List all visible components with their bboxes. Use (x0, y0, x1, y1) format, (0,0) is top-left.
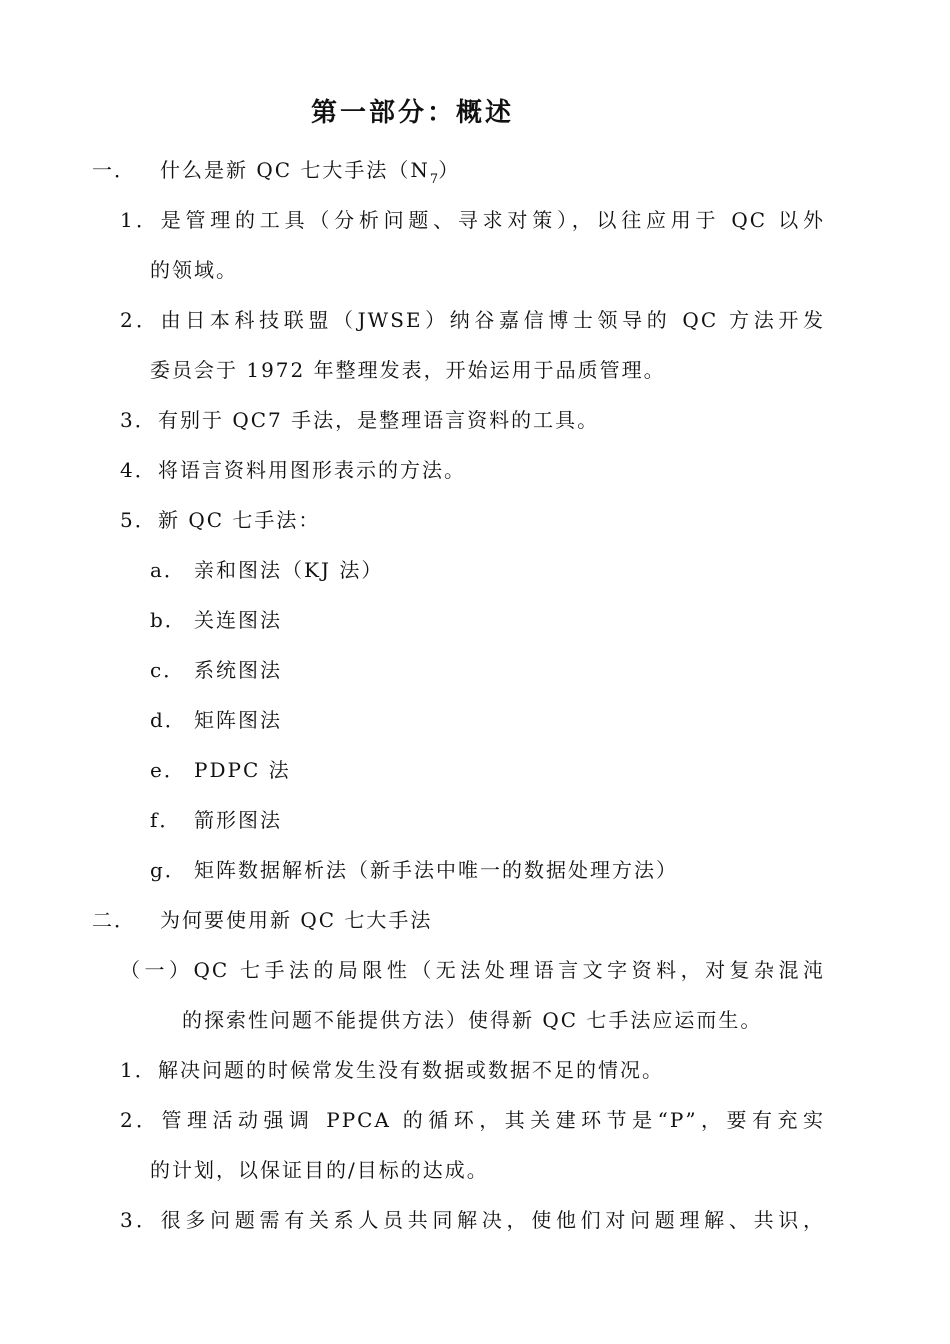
method-label: 关连图法 (194, 608, 282, 632)
section-2-item-1 (120, 1056, 664, 1084)
section-2-heading (92, 906, 432, 934)
list-item-number: 1． (120, 1058, 157, 1082)
list-item-3 (120, 406, 599, 434)
section-2-item-2-line2: 的计划，以保证目的/目标的达成。 (150, 1158, 489, 1182)
list-item-number: 5． (120, 508, 157, 532)
subsection-text: QC 七手法的局限性（无法处理语言文字资料，对复杂混沌 (193, 958, 825, 982)
subsection-number: （一） (120, 958, 194, 982)
method-label: 矩阵数据解析法（新手法中唯一的数据处理方法） (194, 858, 678, 882)
section-1-heading-subscript: 7 (429, 172, 439, 187)
section-1-heading-close: ） (438, 158, 461, 182)
list-item-text: 很多问题需有关系人员共同解决，使他们对问题理解、共识， (158, 1208, 825, 1232)
list-item-2-line1 (120, 306, 825, 334)
method-label: 亲和图法（KJ 法） (194, 558, 384, 582)
list-item-number: 3． (120, 1208, 158, 1232)
method-letter: e． (150, 758, 186, 782)
section-2-number: 二． (92, 908, 136, 932)
list-item-1-line1 (120, 206, 825, 234)
list-item-text: 新 QC 七手法： (158, 508, 321, 532)
list-item-4 (120, 456, 466, 484)
section-2-item-3-line1 (120, 1206, 825, 1234)
section-1-number: 一． (92, 158, 136, 182)
list-item-2-line2: 委员会于 1972 年整理发表，开始运用于品质管理。 (150, 358, 666, 382)
section-2-item-2-line1 (120, 1106, 825, 1134)
section-2-heading-text: 为何要使用新 QC 七大手法 (160, 908, 433, 932)
section-1-heading (92, 156, 460, 194)
list-item-text: 是管理的工具（分析问题、寻求对策），以往应用于 QC 以外 (158, 208, 825, 232)
method-letter: b． (150, 608, 187, 632)
list-item-text: 有别于 QC7 手法，是整理语言资料的工具。 (158, 408, 600, 432)
list-item-number: 2． (120, 1108, 158, 1132)
method-letter: g． (150, 858, 187, 882)
method-label: PDPC 法 (194, 758, 291, 782)
method-item-g (150, 856, 678, 884)
method-item-b (150, 606, 282, 634)
list-item-1-line2: 的领域。 (150, 258, 238, 282)
method-label: 箭形图法 (194, 808, 282, 832)
method-item-c (150, 656, 282, 684)
list-item-5 (120, 506, 320, 534)
list-item-number: 4． (120, 458, 157, 482)
list-item-number: 2． (120, 308, 158, 332)
method-item-a (150, 556, 383, 584)
method-item-d (150, 706, 282, 734)
page-title: 第一部分：概述 (310, 98, 514, 128)
list-item-text: 将语言资料用图形表示的方法。 (158, 458, 466, 482)
subsection-1-line2: 的探索性问题不能提供方法）使得新 QC 七手法应运而生。 (182, 1008, 763, 1032)
method-item-f (150, 806, 282, 834)
section-1-heading-text: 什么是新 QC 七大手法（N (160, 158, 430, 182)
list-item-text: 解决问题的时候常发生没有数据或数据不足的情况。 (158, 1058, 664, 1082)
list-item-number: 1． (120, 208, 158, 232)
method-label: 矩阵图法 (194, 708, 282, 732)
method-letter: c． (150, 658, 186, 682)
list-item-text: 管理活动强调 PPCA 的循环，其关建环节是“P”，要有充实 (158, 1108, 825, 1132)
method-label: 系统图法 (194, 658, 282, 682)
method-item-e (150, 756, 291, 784)
method-letter: d． (150, 708, 187, 732)
subsection-1-line1 (120, 956, 825, 984)
method-letter: f． (150, 808, 182, 832)
method-letter: a． (150, 558, 186, 582)
list-item-text: 由日本科技联盟（JWSE）纳谷嘉信博士领导的 QC 方法开发 (158, 308, 825, 332)
list-item-number: 3． (120, 408, 157, 432)
